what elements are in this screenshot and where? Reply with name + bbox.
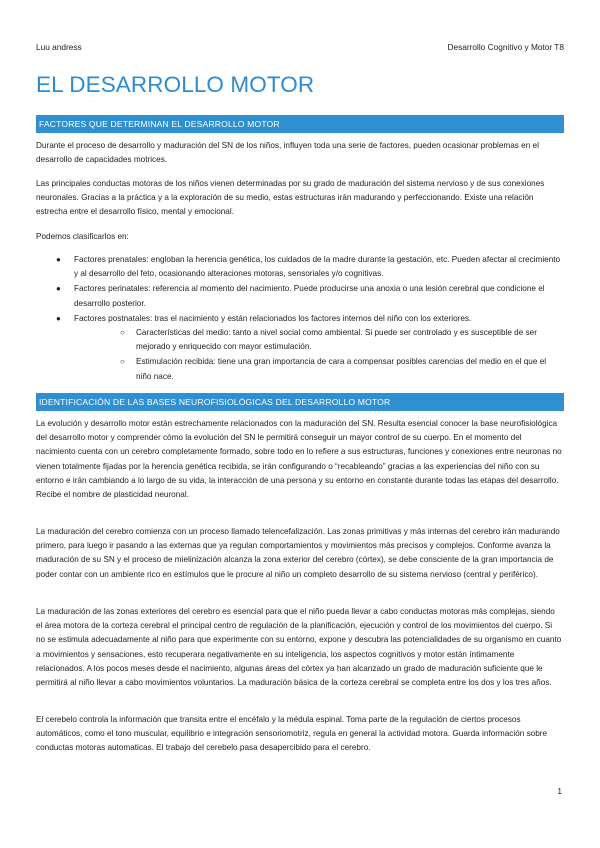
section-heading-factores: FACTORES QUE DETERMINAN EL DESARROLLO MOTOR bbox=[36, 115, 564, 133]
page-header bbox=[36, 42, 564, 54]
sub-list-item-text: Estimulación recibida: tiene una gran importancia de cara a compensar posibles carencias del medio en el que el niño nace. bbox=[136, 357, 547, 381]
list-item-text: Factores prenatales: engloban la herencia genética, los cuidados de la madre durante la gestación, etc. Pueden afectar al crecimiento y al desarrollo del feto, ocasionando alteraciones motoras, sensoriales y/o cognitivas. bbox=[74, 255, 561, 279]
header-author: Luu andress bbox=[36, 42, 82, 52]
paragraph: La maduración de las zonas exteriores del cerebro es esencial para que el niño pueda llevar a cabo conductas motoras más complejas, siendo el área motora de la corteza cerebral el principal centro de regulación de la planificación, ejecución y control de los movimientos del cuerpo. Si no se estimula adecuadamente al niño para que experimente con su entorno, expone y descubra las potencialidades de su organismo en cuanto a movimientos y sensaciones, esto recuperara negativamente en su inteligencia, los aspectos cognitivos y motor están íntimamente relacionados. A los pocos meses desde el nacimiento, algunas áreas del córtex ya han alcanzado un grado de maduración suficiente que le permitirá al niño llevar a cabo movimientos voluntarios. La maduración básica de la corteza cerebral se completa entre los dos y los tres años. bbox=[36, 607, 562, 688]
bullet-icon: ● bbox=[56, 255, 61, 264]
paragraph: La maduración del cerebro comienza con un proceso llamado telencefalización. Las zonas primitivas y más internas del cerebro irán madurando primero, para luego ir pasando a las externas que ya regulan comportamientos y movimientos más precisos y complejos. Conforme avanza la maduración de su SN y el proceso de mielinización alcanza la zona exterior del cerebro (córtex), se debe consciente de la gran importancia de poder contar con un ambiente rico en estímulos que le procure al niño un completo desarrollo de su sistema nervioso (central y periférico). bbox=[36, 527, 560, 579]
factors-list bbox=[36, 253, 562, 385]
bullet-icon: ● bbox=[56, 313, 61, 323]
document-title: EL DESARROLLO MOTOR bbox=[36, 72, 315, 97]
sub-list bbox=[74, 326, 562, 384]
list-item bbox=[36, 253, 562, 281]
hollow-bullet-icon: ○ bbox=[120, 328, 125, 338]
sub-list-item-text: Características del medio: tanto a nivel social como ambiental. Si puede ser controlado y es susceptible de ser mejorado y enriquecido con mayor estimulación. bbox=[136, 328, 537, 352]
paragraph: Durante el proceso de desarrollo y maduración del SN de los niños, influyen toda una serie de factores, pueden ocasionar problemas en el desarrollo de capacidades motrices. bbox=[36, 141, 539, 165]
sub-list-item bbox=[74, 355, 562, 383]
paragraph: Las principales conductas motoras de los niños vienen determinadas por su grado de maduración del sistema nervioso y de sus conexiones neuronales. Gracias a la práctica y a la exploración de su medio, estas estructuras irán madurando y perfeccionando. Existe una relación estrecha entre el desarrollo físico, mental y emocional. bbox=[36, 179, 545, 217]
bullet-icon: ● bbox=[56, 284, 61, 294]
sub-list-item bbox=[74, 326, 562, 354]
list-item-text: Factores postnatales: tras el nacimiento y están relacionados los factores internos del niño con los exteriores. bbox=[74, 313, 472, 323]
section-heading-bases: IDENTIFICACIÓN DE LAS BASES NEUROFISIOLÓGICAS DEL DESARROLLO MOTOR bbox=[36, 393, 564, 411]
paragraph: El cerebelo controla la información que transita entre el encéfalo y la médula espinal. Toma parte de la regulación de ciertos procesos automáticos, como el tono muscular, equilibrio e integración sensoriomotriz, regula en general la actividad motora. Guarda información sobre conductas motoras automaticas. El trabajo del cerebelo pasa desapercibido para el cerebro. bbox=[36, 715, 548, 753]
page-number: 1 bbox=[557, 786, 562, 796]
header-course: Desarrollo Cognitivo y Motor T8 bbox=[447, 42, 564, 52]
paragraph: La evolución y desarrollo motor están estrechamente relacionados con la maduración del SN. Resulta esencial conocer la base neurofisiológica del desarrollo motor y comprender cómo la evolución del SN le permitirá conseguir un mayor control de su cuerpo. En el momento del nacimiento cuenta con un cerebro completamente formado, sobre todo en lo refiere a sus estructuras, funciones y conexiones entre neuronas no vienen totalmente fijadas por la herencia genética recibida, se irán configurando o “recableando” gracias a las experiencias del niño con su entorno e irán cambiando a lo largo de su vida, la interacción de una persona y su entorno en constante durante todas las etapas del desarrollo. Recibe el nombre de plasticidad neuronal. bbox=[36, 419, 562, 500]
list-item bbox=[36, 312, 562, 384]
hollow-bullet-icon: ○ bbox=[120, 357, 125, 367]
paragraph: Podemos clasificarlos en: bbox=[36, 232, 129, 241]
list-item bbox=[36, 282, 562, 310]
list-item-text: Factores perinatales: referencia al momento del nacimiento. Puede producirse una anoxia o una lesión cerebral que condicione el desarrollo posterior. bbox=[74, 284, 545, 308]
